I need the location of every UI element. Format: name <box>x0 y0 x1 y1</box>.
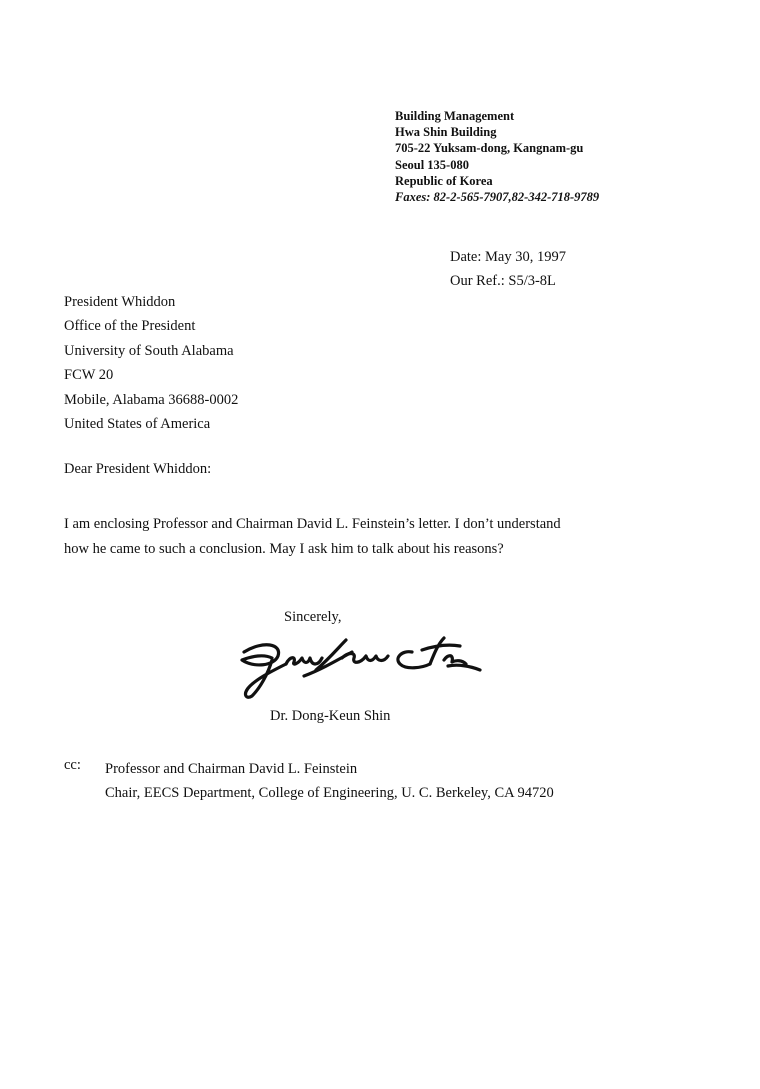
sender-line: Hwa Shin Building <box>395 125 497 140</box>
cc-line: Professor and Chairman David L. Feinstein <box>105 761 358 777</box>
recipient-address-block <box>64 290 238 436</box>
handwritten-signature <box>234 630 484 702</box>
recipient-line: United States of America <box>64 416 211 433</box>
signer-name: Dr. Dong-Keun Shin <box>270 708 391 724</box>
letter-meta <box>450 245 566 293</box>
sender-fax: Faxes: 82-2-565-7907,82-342-718-9789 <box>395 190 600 205</box>
sender-line: Seoul 135-080 <box>395 157 469 172</box>
cc-recipients <box>105 757 554 806</box>
sender-address-block <box>395 108 599 205</box>
recipient-line: Mobile, Alabama 36688-0002 <box>64 391 239 408</box>
body-line: how he came to such a conclusion. May I ask him to talk about his reasons? <box>64 541 504 557</box>
body-line: I am enclosing Professor and Chairman David L. Feinstein’s letter. I don’t understand <box>64 516 561 532</box>
letter-reference: Our Ref.: S5/3-8L <box>450 273 556 289</box>
sender-line: Building Management <box>395 109 515 123</box>
cc-line: Chair, EECS Department, College of Engineering, U. C. Berkeley, CA 94720 <box>105 785 554 802</box>
closing: Sincerely, <box>284 609 342 625</box>
letter-date: Date: May 30, 1997 <box>450 249 566 265</box>
recipient-line: President Whiddon <box>64 294 176 310</box>
recipient-line: University of South Alabama <box>64 342 234 359</box>
letter-body <box>64 512 561 562</box>
recipient-line: FCW 20 <box>64 367 114 384</box>
sender-line: 705-22 Yuksam-dong, Kangnam-gu <box>395 141 584 156</box>
salutation: Dear President Whiddon: <box>64 461 212 477</box>
sender-line: Republic of Korea <box>395 173 493 188</box>
recipient-line: Office of the President <box>64 318 196 335</box>
cc-label: cc: <box>64 757 81 773</box>
